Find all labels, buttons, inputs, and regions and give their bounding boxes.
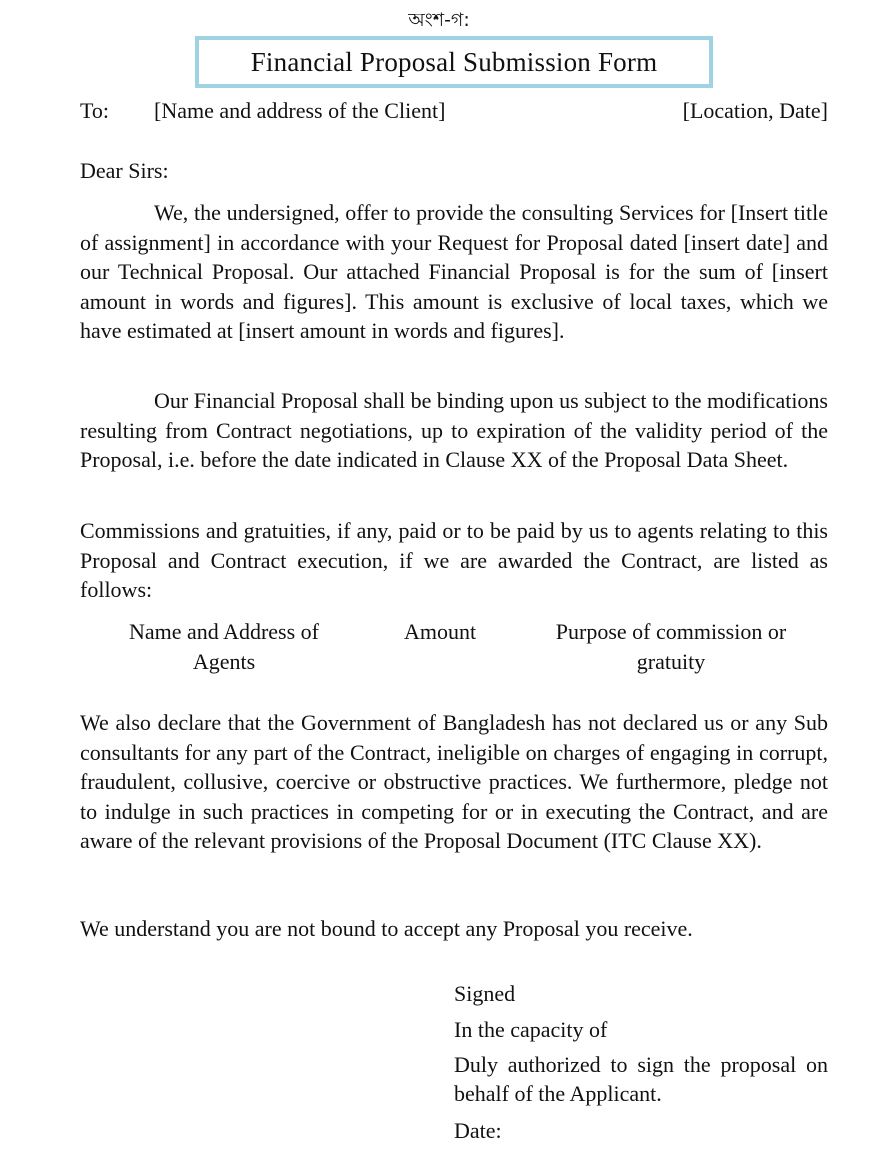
paragraph-binding: Our Financial Proposal shall be binding upon us subject to the modifications resulting from Contract negotiations, up to expiration of the validity period of the Proposal, i.e. before the date indicated in Clause XX of the Proposal Data Sheet. [80, 388, 828, 472]
client-placeholder: [Name and address of the Client] [154, 98, 446, 123]
paragraph-declaration: We also declare that the Government of Bangladesh has not declared us or any Sub consultants for any part of the Contract, ineligible on charges of engaging in corrupt, fraudulent, collusive, coercive or obstructive practices. We furthermore, pledge not to indulge in such practices in competing for or in executing the Contract, and are aware of the relevant provisions of the Proposal Document (ITC Clause XX). [80, 710, 828, 853]
paragraph-commissions: Commissions and gratuities, if any, paid or to be paid by us to agents relating to this Proposal and Contract execution, if we are awarded the Contract, are listed as follows: [80, 518, 828, 602]
form-title-box [195, 36, 713, 88]
to-label: To: [80, 98, 110, 123]
salutation: Dear Sirs: [80, 158, 169, 183]
date-label: Date: [454, 1118, 502, 1143]
signed-label: Signed [454, 981, 516, 1006]
location-date-placeholder: [Location, Date] [682, 98, 828, 123]
authorized-label: Duly authorized to sign the proposal on behalf of the Applicant. [454, 1052, 828, 1106]
column-amount: Amount [403, 619, 477, 644]
column-purpose: Purpose of commission or gratuity [555, 619, 787, 674]
column-name-address: Name and Address of Agents [128, 619, 319, 674]
capacity-label: In the capacity of [454, 1017, 608, 1042]
section-label: অংশ-গ: [408, 9, 470, 31]
address-row [80, 98, 828, 124]
form-title: Financial Proposal Submission Form [250, 46, 658, 77]
paragraph-understanding: We understand you are not bound to accept any Proposal you receive. [80, 916, 693, 941]
paragraph-offer: We, the undersigned, offer to provide the consulting Services for [Insert title of assignment] in accordance with your Request for Proposal dated [insert date] and our Technical Proposal. Our attached Financial Proposal is for the sum of [insert amount in words and figures]. This amount is exclusive of local taxes, which we have estimated at [insert amount in words and figures]. [80, 200, 828, 343]
